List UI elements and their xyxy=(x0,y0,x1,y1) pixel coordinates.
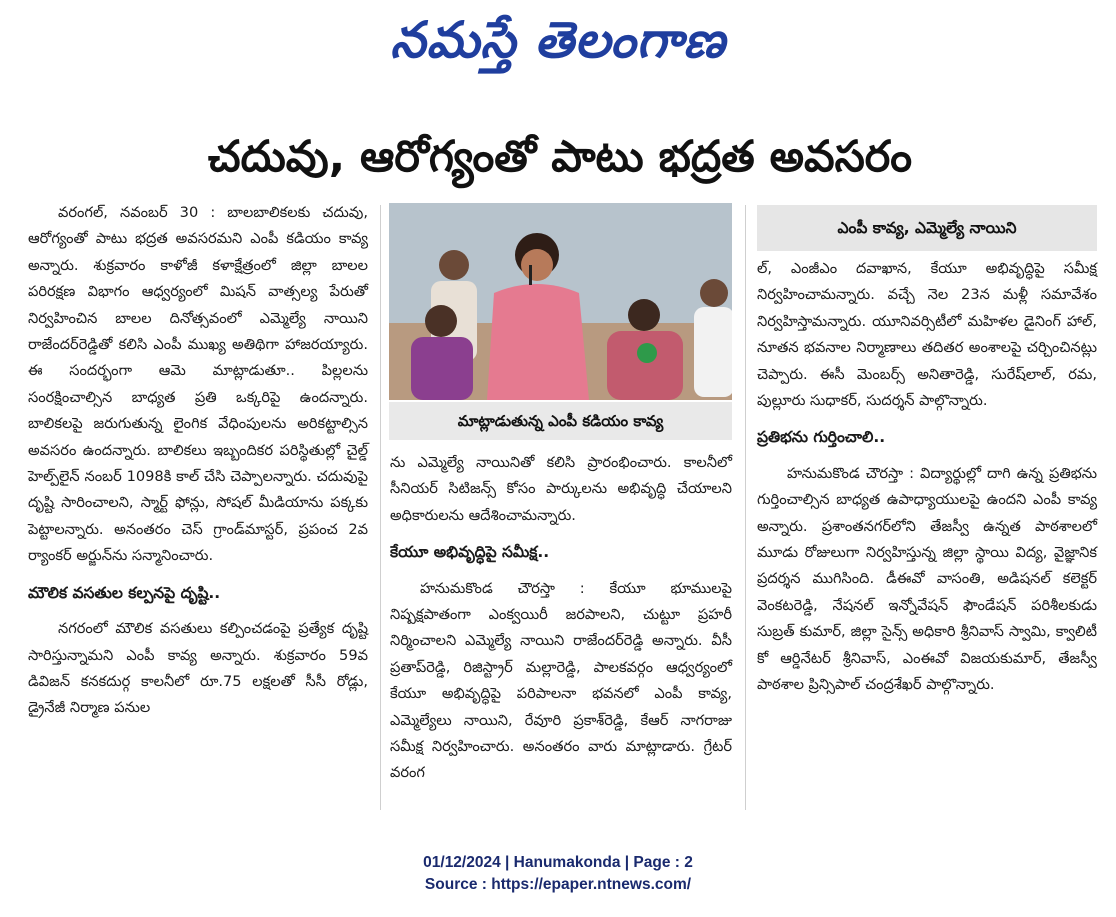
subheading: ప్రతిభను గుర్తించాలి.. xyxy=(757,428,886,447)
article-paragraph: హనుమకొండ చౌరస్తా : విద్యార్థుల్లో దాగి ఉన్న ప్రతిభను గుర్తించాల్సిన బాధ్యత ఉపాధ్యాయులపై ఉందని ఎంపీ కావ్య అన్నారు. ప్రశాంతనగర్‌లోని తేజస్వీ ఉన్నత పాఠశాలలో మూడు రోజులుగా నిర్వహిస్తున్న జిల్లా స్థాయి విద్య, వైజ్ఞానిక ప్రదర్శన ముగిసింది. డీఈవో వాసంతి, అడిషనల్ కలెక్టర్ వెంకటరెడ్డి, నేషనల్ ఇన్నోవేషన్ ఫౌండేషన్ పరిశీలకుడు సుబ్రత్ కుమార్, జిల్లా సైన్స్ అధికారి శ్రీనివాస్ స్వామి, క్వాలిటీ కో ఆర్డినేటర్ శ్రీనివాస్, ఎంఈవో విజయకుమార్, తేజస్వీ పాఠశాల ప్రిన్సిపాల్ చంద్రశేఖర్ పాల్గొన్నారు. xyxy=(757,464,1097,694)
subheading: మౌలిక వసతుల కల్పనపై దృష్టి.. xyxy=(28,583,221,602)
article-paragraph: ను ఎమ్మెల్యే నాయినితో కలిసి ప్రారంభించారు. కాలనీలో సీనియర్ సిటిజన్స్ కోసం పార్కులను అభివృద్ధి చేయాలని అధికారులను ఆదేశించామన్నారు. xyxy=(390,454,732,524)
column-divider xyxy=(745,205,746,810)
photo-caption: మాట్లాడుతున్న ఎంపీ కడియం కావ్య xyxy=(389,402,732,440)
article-column-1 xyxy=(28,200,368,722)
subheading: కేయూ అభివృద్ధిపై సమీక్ష.. xyxy=(390,543,550,562)
headline: చదువు, ఆరోగ్యంతో పాటు భద్రత అవసరం xyxy=(207,132,913,182)
article-paragraph: ల్, ఎంజీఎం దవాఖాన, కేయూ అభివృద్ధిపై సమీక్ష నిర్వహించామన్నారు. వచ్చే నెల 23న మళ్లీ సమావేశం నిర్వహిస్తామన్నారు. యూనివర్సిటీలో మహిళల డైనింగ్ హాల్, నూతన భవనాల నిర్మాణాలు తదితర అంశాలపై చర్చించినట్లు చెప్పారు. ఈసీ మెంబర్స్ అనితారెడ్డి, సురేష్‌లాల్, రమ, పుల్లూరు సుధాకర్, సుదర్శన్ పాల్గొన్నారు. xyxy=(757,260,1097,410)
page-footer xyxy=(0,852,1116,896)
masthead-logo: నమస్తే తెలంగాణ xyxy=(390,11,726,69)
column-divider xyxy=(380,205,381,810)
edition-info: 01/12/2024 | Hanumakonda | Page : 2 xyxy=(423,854,693,871)
article-photo xyxy=(389,203,732,400)
article-paragraph: వరంగల్, నవంబర్ 30 : బాలబాలికలకు చదువు, ఆరోగ్యంతో పాటు భద్రత అవసరమని ఎంపీ కడియం కావ్య అన్నారు. శుక్రవారం కాళోజీ కళాక్షేత్రంలో జిల్లా బాలల పరిరక్షణ విభాగం ఆధ్వర్యంలో మిషన్ వాత్సల్య పేరుతో నిర్వహించిన బాలల దినోత్సవంలో ఎమ్మెల్యే నాయిని రాజేందర్‌రెడ్డితో కలిసి ఎంపీ ముఖ్య అతిథిగా హాజరయ్యారు. ఈ సందర్భంగా ఆమె మాట్లాడుతూ.. పిల్లలను సంరక్షించాల్సిన బాధ్యత ప్రతి ఒక్కరిపై ఉందన్నారు. బాలికలపై జరుగుతున్న లైంగిక వేధింపులను అరికట్టాల్సిన అవసరం ఉందన్నారు. బాలికలు ఇబ్బందికర పరిస్థితుల్లో చైల్డ్ హెల్ప్‌లైన్ నంబర్ 1098కి కాల్ చేసి చెప్పాలన్నారు. చదువుపై దృష్టి సారించాలని, స్మార్ట్ ఫోన్లు, సోషల్ మీడియాను పక్కకు పెట్టాలన్నారు. అనంతరం చెస్ గ్రాండ్‌మాస్టర్, ప్రపంచ 2వ ర్యాంకర్ అర్జున్‌ను సన్మానించారు. xyxy=(28,204,368,565)
photo-illustration xyxy=(389,203,732,400)
article-column-3 xyxy=(757,256,1097,699)
article-paragraph: హనుమకొండ చౌరస్తా : కేయూ భూములపై నిష్పక్షపాతంగా ఎంక్వయిరీ జరపాలని, చుట్టూ ప్రహరీ నిర్మించాలని ఎమ్మెల్యే నాయిని రాజేందర్‌రెడ్డి అన్నారు. వీసీ ప్రతాప్‌రెడ్డి, రిజిస్ట్రార్ మల్లారెడ్డి, పాలకవర్గం ఆధ్వర్యంలో కేయూ అభివృద్ధిపై పరిపాలనా భవనలో ఎంపీ కావ్య, ఎమ్మెల్యేలు నాయిని, రేవూరి ప్రకాశ్‌రెడ్డి, కేఆర్ నాగరాజు సమీక్ష నిర్వహించారు. అనంతరం వారు మాట్లాడారు. గ్రేటర్ వరంగ xyxy=(390,579,732,782)
source-link[interactable]: Source : https://epaper.ntnews.com/ xyxy=(424,876,692,893)
article-column-2 xyxy=(390,450,732,787)
side-box-title: ఎంపీ కావ్య, ఎమ్మెల్యే నాయిని xyxy=(757,205,1097,251)
article-paragraph: నగరంలో మౌలిక వసతులు కల్పించడంపై ప్రత్యేక దృష్టి సారిస్తున్నామని ఎంపీ కావ్య అన్నారు. శుక్రవారం 59వ డివిజన్ కనకదుర్గ కాలనీలో రూ.75 లక్షలతో సీసీ రోడ్లు, డ్రైనేజీ నిర్మాణ పనుల xyxy=(28,620,368,717)
